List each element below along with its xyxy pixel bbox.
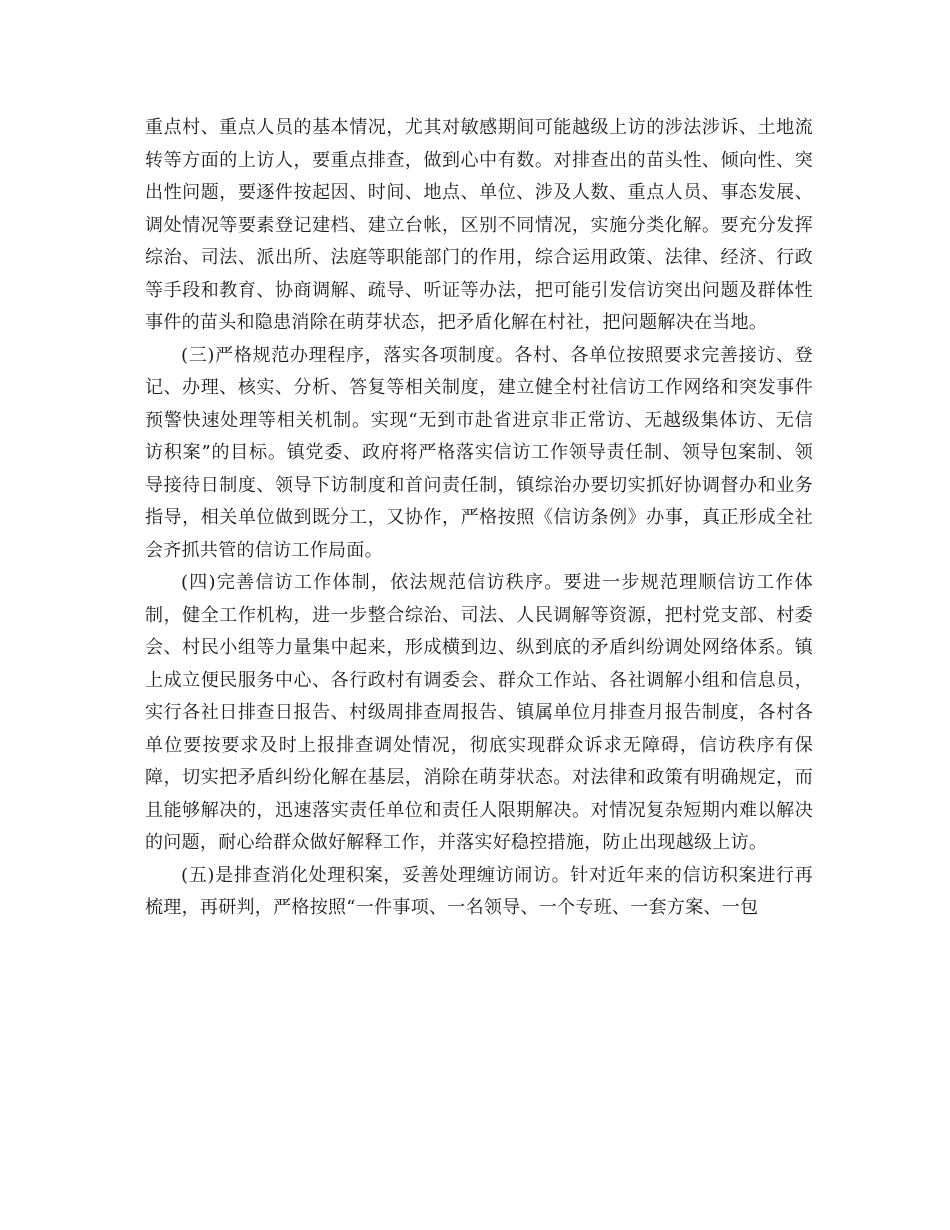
paragraph-1: 重点村、重点人员的基本情况，尤其对敏感期间可能越级上访的涉法涉诉、土地流转等方面的上访人，要重点排查，做到心中有数。对排查出的苗头性、倾向性、突出性问题，要逐件按起因、时间、地点、单位、涉及人数、重点人员、事态发展、调处情况等要素登记建档、建立台帐，区别不同情况，实施分类化解。要充分发挥综治、司法、派出所、法庭等职能部门的作用，综合运用政策、法律、经济、行政等手段和教育、协商调解、疏导、听证等办法，把可能引发信访突出问题及群体性事件的苗头和隐患消除在萌芽状态，把矛盾化解在村社，把问题解决在当地。: [145, 117, 813, 333]
paragraph-3: (四)完善信访工作体制，依法规范信访秩序。要进一步规范理顺信访工作体制，健全工作机构，进一步整合综治、司法、人民调解等资源，把村党支部、村委会、村民小组等力量集中起来，形成横到边、纵到底的矛盾纠纷调处网络体系。镇上成立便民服务中心、各行政村有调委会、群众工作站、各社调解小组和信息员，实行各社日排查日报告、村级周排查周报告、镇属单位月排查月报告制度，各村各单位要按要求及时上报排查调处情况，彻底实现群众诉求无障碍，信访秩序有保障，切实把矛盾纠纷化解在基层，消除在萌芽状态。对法律和政策有明确规定，而且能够解决的，迅速落实责任单位和责任人限期解决。对情况复杂短期内难以解决的问题，耐心给群众做好解释工作，并落实好稳控措施，防止出现越级上访。: [145, 572, 813, 853]
paragraph-4: (五)是排查消化处理积案，妥善处理缠访闹访。针对近年来的信访积案进行再梳理，再研判，严格按照“一件事项、一名领导、一个专班、一套方案、一包: [145, 864, 813, 918]
paragraph-2: (三)严格规范办理程序，落实各项制度。各村、各单位按照要求完善接访、登记、办理、核实、分析、答复等相关制度，建立健全村社信访工作网络和突发事件预警快速处理等相关机制。实现“无到市赴省进京非正常访、无越级集体访、无信访积案”的目标。镇党委、政府将严格落实信访工作领导责任制、领导包案制、领导接待日制度、领导下访制度和首问责任制，镇综治办要切实抓好协调督办和业务指导，相关单位做到既分工，又协作，严格按照《信访条例》办事，真正形成全社会齐抓共管的信访工作局面。: [145, 344, 813, 561]
document-body: [145, 112, 813, 925]
